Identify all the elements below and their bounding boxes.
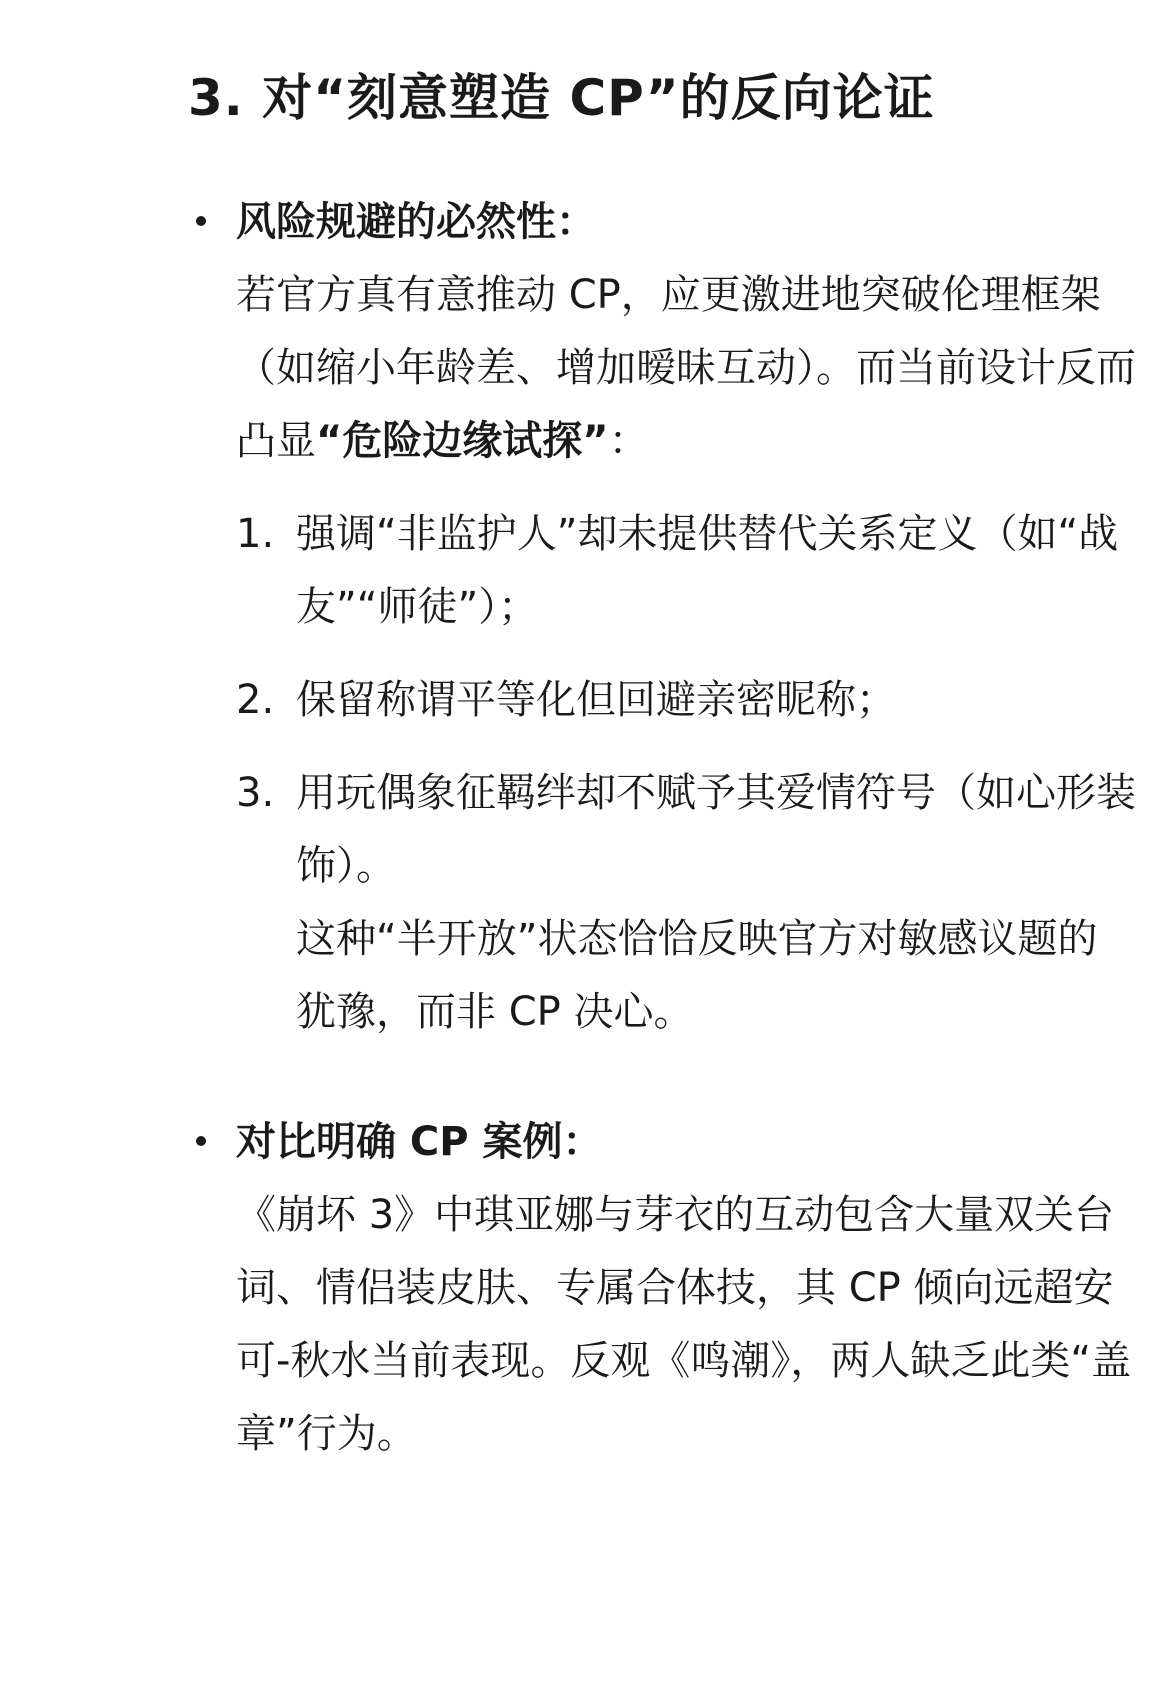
emphasis-text: “危险边缘试探”: [316, 418, 609, 464]
list-item: [236, 664, 1136, 737]
list-item-number: 3.: [236, 770, 275, 816]
list-item-number: 2.: [236, 677, 275, 723]
list-item-text: 保留称谓平等化但回避亲密昵称；: [296, 677, 896, 723]
bullet-contrast-cases: [236, 1106, 1136, 1471]
bullet-dot-icon: [196, 1136, 206, 1146]
bullet-risk-avoidance: [236, 186, 1136, 1069]
list-item-text: 强调“非监护人”却未提供替代关系定义（如“战友”“师徒”）；: [296, 511, 1119, 630]
list-item: [236, 498, 1136, 644]
list-item: [236, 757, 1136, 1049]
paragraph-text-tail: ：: [608, 418, 649, 464]
list-item-number: 1.: [236, 511, 275, 557]
list-item-text: 用玩偶象征羁绊却不赋予其爱情符号（如心形装饰）。: [296, 770, 1136, 889]
bullet-title: 对比明确 CP 案例：: [236, 1119, 603, 1165]
list-item-note: 这种“半开放”状态恰恰反映官方对敏感议题的犹豫，而非 CP 决心。: [296, 916, 1098, 1035]
ordered-list: [236, 498, 1136, 1049]
bullet-paragraph: 《崩坏 3》中琪亚娜与芽衣的互动包含大量双关台词、情侣装皮肤、专属合体技，其 CP 倾向远超安可-秋水当前表现。反观《鸣潮》，两人缺乏此类“盖章”行为。: [236, 1192, 1132, 1457]
bullet-dot-icon: [196, 216, 206, 226]
paragraph-text: 若官方真有意推动 CP，应更激进地突破伦理框架（如缩小年龄差、增加暧昧互动）。而当前设计反而凸显: [236, 272, 1136, 464]
bullet-paragraph: [236, 259, 1136, 478]
section-heading: 3. 对“刻意塑造 CP”的反向论证: [188, 69, 935, 127]
bullet-title: 风险规避的必然性：: [236, 199, 596, 245]
